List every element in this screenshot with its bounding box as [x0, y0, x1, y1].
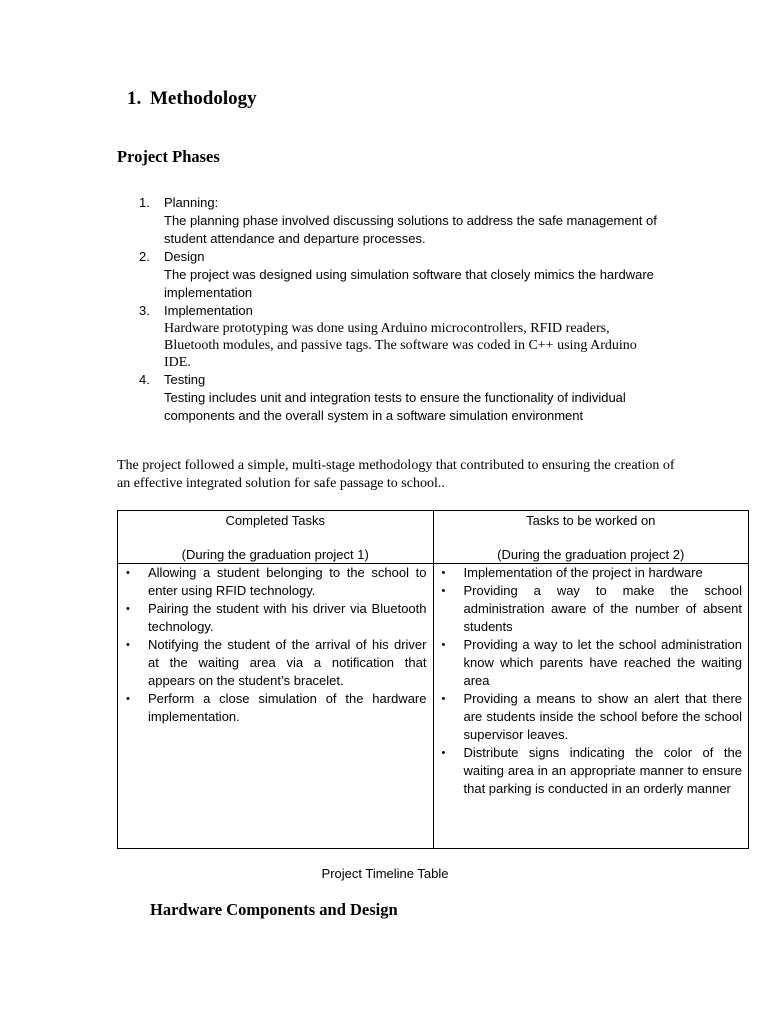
task-text: Pairing the student with his driver via Bluetooth technology.	[148, 601, 427, 634]
phase-item-planning	[139, 194, 659, 248]
table-body-row	[118, 564, 749, 849]
column-subheader: (During the graduation project 1)	[181, 547, 369, 562]
list-item	[440, 636, 743, 690]
bullet-icon: •	[126, 693, 130, 705]
completed-tasks-cell	[118, 564, 434, 849]
column-header: Completed Tasks	[225, 513, 325, 528]
bullet-icon: •	[441, 567, 446, 579]
task-text: Providing a way to make the school administration aware of the number of absent students	[463, 583, 742, 634]
list-item	[440, 690, 743, 744]
caption-text: Project Timeline Table	[321, 866, 449, 881]
task-text: Implementation of the project in hardware	[463, 565, 703, 580]
list-item	[440, 564, 743, 582]
list-item	[440, 744, 743, 798]
main-heading	[127, 88, 257, 110]
heading-number: 1.	[127, 88, 142, 109]
task-text: Allowing a student belonging to the school to enter using RFID technology.	[148, 565, 427, 598]
column-header: Tasks to be worked on	[526, 513, 656, 528]
phases-list	[139, 194, 659, 425]
phase-description: Testing includes unit and integration tests to ensure the functionality of individual components and the overall system in a software simulation environment	[164, 390, 626, 423]
bullet-icon: •	[441, 747, 446, 759]
todo-tasks-list	[434, 564, 749, 798]
phase-title: Implementation	[164, 303, 253, 318]
bullet-icon: •	[441, 693, 446, 705]
phase-title: Testing	[164, 372, 206, 387]
list-item	[440, 582, 743, 636]
phase-description: The planning phase involved discussing solutions to address the safe management of student attendance and departure processes.	[164, 213, 657, 246]
column-subheader: (During the graduation project 2)	[497, 547, 685, 562]
bullet-icon: •	[126, 567, 130, 579]
completed-tasks-list	[118, 564, 433, 726]
bullet-icon: •	[441, 585, 446, 597]
phase-item-design	[139, 248, 659, 302]
list-item	[124, 564, 427, 600]
bullet-icon: •	[126, 603, 130, 615]
list-item	[124, 690, 427, 726]
heading-title: Methodology	[150, 88, 257, 109]
list-item	[124, 636, 427, 690]
task-text: Providing a way to let the school administration know which parents have reached the waiting area	[463, 637, 742, 688]
phase-number: 2.	[139, 249, 150, 264]
task-text: Notifying the student of the arrival of his driver at the waiting area via a notification that appears on the student’s bracelet.	[148, 637, 427, 688]
phase-number: 1.	[139, 195, 150, 210]
task-text: Perform a close simulation of the hardware implementation.	[148, 691, 427, 724]
table-header-row	[118, 511, 749, 564]
header-completed-tasks	[118, 511, 434, 564]
table-caption	[0, 866, 768, 881]
phase-number: 3.	[139, 303, 150, 318]
task-text: Providing a means to show an alert that there are students inside the school before the school supervisor leaves.	[463, 691, 742, 742]
phase-description: Hardware prototyping was done using Arduino microcontrollers, RFID readers, Bluetooth modules, and passive tags. The software was coded in C++ using Arduino IDE.	[164, 321, 637, 370]
header-tasks-to-be-worked-on	[433, 511, 749, 564]
phase-description: The project was designed using simulation software that closely mimics the hardware implementation	[164, 267, 654, 300]
phase-item-implementation	[139, 302, 659, 371]
phase-title: Planning:	[164, 195, 219, 210]
task-text: Distribute signs indicating the color of the waiting area in an appropriate manner to ensure that parking is conducted in an orderly manner	[463, 745, 742, 796]
section-title-project-phases: Project Phases	[117, 147, 220, 166]
phase-title: Design	[164, 249, 205, 264]
phase-item-testing	[139, 371, 659, 425]
phase-number: 4.	[139, 372, 150, 387]
methodology-paragraph: The project followed a simple, multi-stage methodology that contributed to ensuring the creation of an effective integrated solution for safe passage to school..	[117, 458, 675, 491]
list-item	[124, 600, 427, 636]
project-timeline-table	[117, 510, 749, 849]
section-title-hardware: Hardware Components and Design	[150, 900, 398, 919]
todo-tasks-cell	[433, 564, 749, 849]
bullet-icon: •	[441, 639, 446, 651]
bullet-icon: •	[126, 639, 130, 651]
